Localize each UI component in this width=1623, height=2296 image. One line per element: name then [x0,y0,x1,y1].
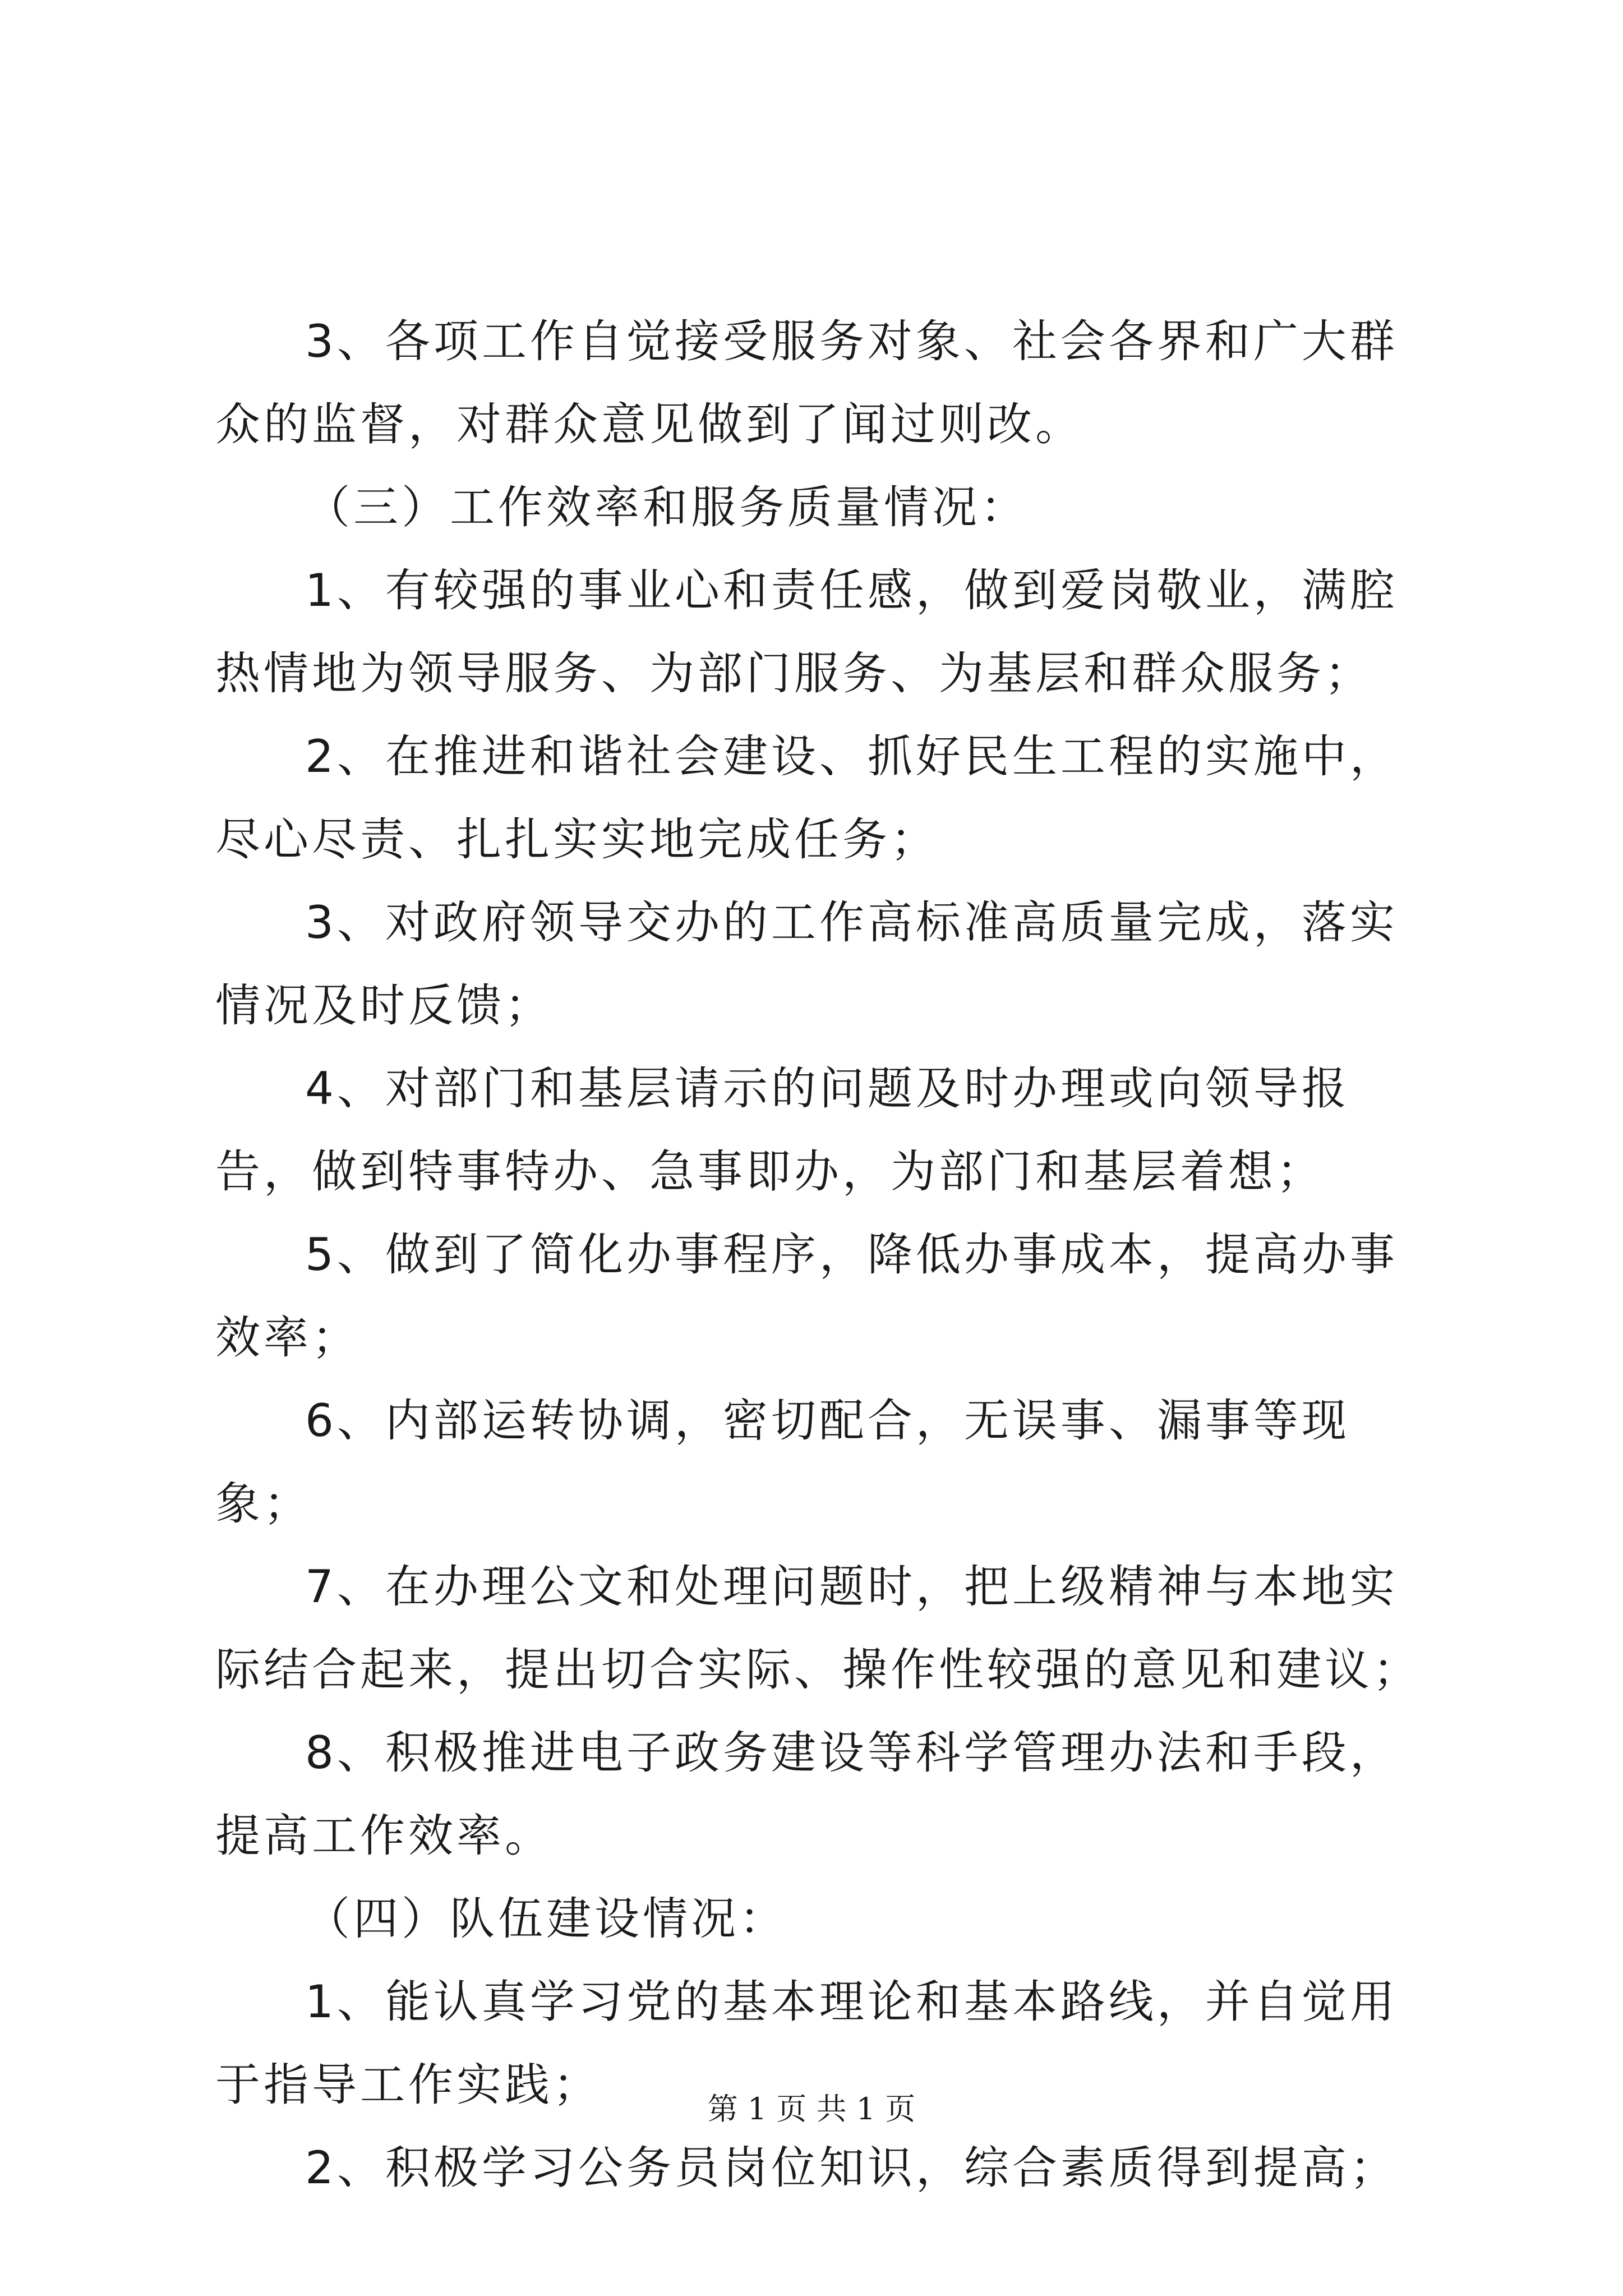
page-footer: 第 1 页 共 1 页 [707,2091,916,2127]
paragraph: 3、对政府领导交办的工作高标准高质量完成，落实情况及时反馈； [215,896,1398,1032]
document-body [215,300,1427,2210]
paragraph: 7、在办理公文和处理问题时，把上级精神与本地实际结合起来，提出切合实际、操作性较强的意见和建议； [215,1561,1421,1696]
paragraph: 6、内部运转协调，密切配合，无误事、漏事等现象； [215,1395,1350,1530]
paragraph: 5、做到了简化办事程序，降低办事成本，提高办事效率； [215,1228,1398,1364]
paragraph: 4、对部门和基层请示的问题及时办理或向领导报告，做到特事特办、急事即办，为部门和基层着想； [215,1062,1350,1198]
paragraph: 2、积极学习公务员岗位知识，综合素质得到提高； [305,2142,1398,2194]
paragraph: 8、积极推进电子政务建设等科学管理办法和手段，提高工作效率。 [215,1727,1398,1862]
paragraph: 2、在推进和谐社会建设、抓好民生工程的实施中，尽心尽责、扎扎实实地完成任务； [215,730,1398,866]
paragraph: 3、各项工作自觉接受服务对象、社会各界和广大群众的监督，对群众意见做到了闻过则改。 [215,315,1398,450]
section-heading: （三）工作效率和服务质量情况： [305,481,1029,533]
paragraph: 1、有较强的事业心和责任感，做到爱岗敬业，满腔热情地为领导服务、为部门服务、为基层和群众服务； [215,564,1398,700]
paragraph: 1、能认真学习党的基本理论和基本路线，并自觉用于指导工作实践； [215,1976,1398,2111]
section-heading: （四）队伍建设情况： [305,1893,787,1945]
